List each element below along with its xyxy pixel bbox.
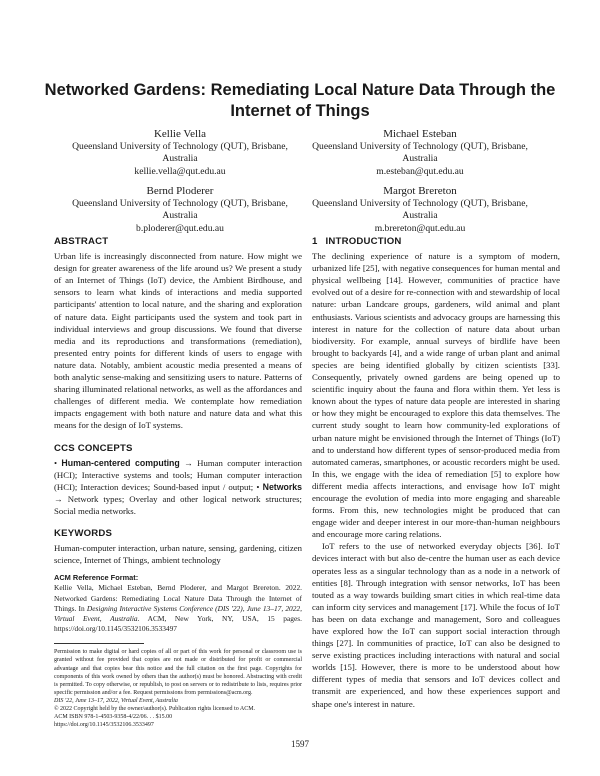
author-email[interactable]: kellie.vella@qut.edu.au [134, 165, 226, 177]
author-block [60, 127, 300, 178]
author-affiliation: Queensland University of Technology (QUT), Brisbane, Australia [72, 141, 288, 165]
author-email[interactable]: m.esteban@qut.edu.au [376, 165, 464, 177]
acm-reference-rest: ACM, New York, NY, USA, 15 pages. https://doi.org/10.1145/3532106.3533497 [54, 613, 302, 634]
acm-reference-heading: ACM Reference Format: [54, 573, 139, 583]
intro-paragraph-1: The declining experience of nature is a symptom of modern, urbanized life [25], with negative consequences for human mental and physical wellbeing [14]. However, communities of practice have evolved out of a desire for re-connection with and stewardship of local nature: urban Landcare groups, gardeners, wild animal and plant enthusiasts. Various scientists and advocacy groups are harnessing this interest in nature for the collection of nature data about urban biodiversity. For example, annual surveys of birdlife have been brought to backyards [4], and a wide range of urban plant and animal species are being identified globally by citizen scientists [33]. Consequently, privately owned gardens are being opened up to scientific inquiry about the fauna and flora within them. Yet less is known about the types of nature data people are interested in sharing or how they might be encouraged to explore this data themselves. The current study sought to learn how community-led explorations of urban nature might be envisioned through the Internet of Things (IoT) and to understand how different types of sensor-produced media from automated cameras, smartphones, or acoustic recorders might be used. In this, we engage with the idea of remediation [5] to explore how different media affects interactions, and envisage how IoT might encourage the evolution of media into more engaging and shareable forms. From this, new technologies might be produced that can engage wider and deeper interest in our more-than-human neighbours and encourage more caring relations. [312, 251, 560, 540]
ccs-concept-1-detail: Human computer interaction (HCI); Interactive systems and tools; Human computer interaction (HCI); Interaction devices; Sound-based input / output; [54, 457, 303, 492]
ccs-text [54, 457, 302, 517]
author-email[interactable]: m.brereton@qut.edu.au [374, 222, 466, 234]
acm-reference-text [54, 583, 302, 634]
author-block [300, 127, 540, 178]
acm-reference-authors: Kellie Vella, Michael Esteban, Bernd Ploderer, and Margot Brereton. 2022. Networked Gardens: Remediating Local Nature Data Through the Internet of Things. In [54, 583, 302, 613]
copyright-line: © 2022 Copyright held by the owner/author(s). Publication rights licensed to ACM. [54, 706, 256, 713]
ccs-concept-2: Networks [262, 481, 303, 492]
ccs-heading: CCS CONCEPTS [54, 442, 133, 454]
section-number: 1 [312, 236, 318, 247]
conference-line [54, 697, 302, 705]
keywords-heading: KEYWORDS [54, 528, 113, 540]
author-name: Margot Brereton [383, 185, 457, 197]
ccs-bullet: • [256, 481, 260, 492]
page-number: 1597 [291, 739, 309, 749]
left-column [54, 236, 302, 729]
section-title: INTRODUCTION [325, 236, 402, 247]
author-affiliation: Queensland University of Technology (QUT), Brisbane, Australia [312, 141, 528, 165]
intro-paragraph-2: IoT refers to the use of networked everyday objects [36]. IoT devices interact with but also de-centre the human user as each device operates less as a singular technology than as a node in a network of entities [8]. Through integration with sensor networks, IoT has been touted as a way towards building smart cities in which real-time data can inform city services and management [17]. While the focus of IoT has been on data exchange and management, Soro and colleagues have explored how the IoT can support social interaction through things [27]. In communities of practice, IoT can also be designed to serve existing practices including interactions with natural and social worlds [15]. However, there is more to be understood about how different types of media that sensors and IoT devices collect and transmit are experienced, and how these experiences support and shape one's interest in nature. [312, 541, 560, 709]
author-name: Michael Esteban [383, 128, 457, 140]
author-name: Kellie Vella [153, 128, 207, 140]
ccs-concept-2-detail: Network types; Overlay and other logical network structures; Social media networks. [54, 493, 302, 516]
introduction-heading [312, 236, 560, 248]
isbn-line: ACM ISBN 978-1-4503-9358-4/22/06. . . $15.00 [54, 714, 173, 721]
author-affiliation: Queensland University of Technology (QUT), Brisbane, Australia [72, 198, 288, 222]
paper-title: Networked Gardens: Remediating Local Nature Data Through the Internet of Things [44, 81, 556, 120]
doi-link[interactable]: https://doi.org/10.1145/3532106.3533497 [54, 722, 154, 729]
right-column [312, 236, 560, 710]
footnote-divider [54, 643, 144, 644]
permission-notice: Permission to make digital or hard copies of all or part of this work for personal or classroom use is granted without fee provided that copies are not made or distributed for profit or commercial advantage and that copies bear this notice and the full citation on the first page. Copyrights for components of this work owned by others than the author(s) must be honored. Abstracting with credit is permitted. To copy otherwise, or republish, to post on servers or to redistribute to lists, requires prior specific permission and/or a fee. Request permissions from permissions@acm.org. [54, 649, 302, 696]
ccs-arrow: → [54, 493, 63, 504]
author-block [300, 184, 540, 235]
author-email[interactable]: b.ploderer@qut.edu.au [136, 222, 224, 234]
abstract-text: Urban life is increasingly disconnected from nature. How might we design for greater awareness of the life around us? We present a study of an Internet of Things (IoT) device, the Ambient Birdhouse, and sensors to learn what kinds of interactions and media supported participants' attention to local nature, and the sharing and exploration of nature data. Eight participants used the system and took part in individual interviews and group discussions. We found that diverse media and its reproductions and transformations (remediation), presented entry points for different kinds of users to engage with nature data. Notably, ambient acoustic media presented a means of both analytic sense-making and sensitizing users to nature. Patterns of sharing illuminated relational networks, as well as the affordances and challenges of different media. We contemplate how remediation impacts engagement with both nature and nature data and what this means for the design of IoT systems. [54, 251, 302, 431]
abstract-heading: ABSTRACT [54, 236, 109, 247]
ccs-arrow: → [184, 457, 193, 468]
author-name: Bernd Ploderer [146, 185, 214, 197]
acm-reference-venue: Designing Interactive Systems Conference (DIS '22), June 13–17, 2022, Virtual Event, Australia. [54, 603, 302, 623]
keywords-text: Human-computer interaction, urban nature, sensing, gardening, citizen science, Internet of Things, ambient technology [54, 543, 302, 566]
conference-text: DIS '22, June 13–17, 2022, Virtual Event, Australia [54, 697, 178, 704]
author-affiliation: Queensland University of Technology (QUT), Brisbane, Australia [312, 198, 528, 222]
ccs-concept-1: Human-centered computing [61, 457, 180, 468]
author-block [60, 184, 300, 235]
ccs-bullet: • [54, 457, 58, 468]
